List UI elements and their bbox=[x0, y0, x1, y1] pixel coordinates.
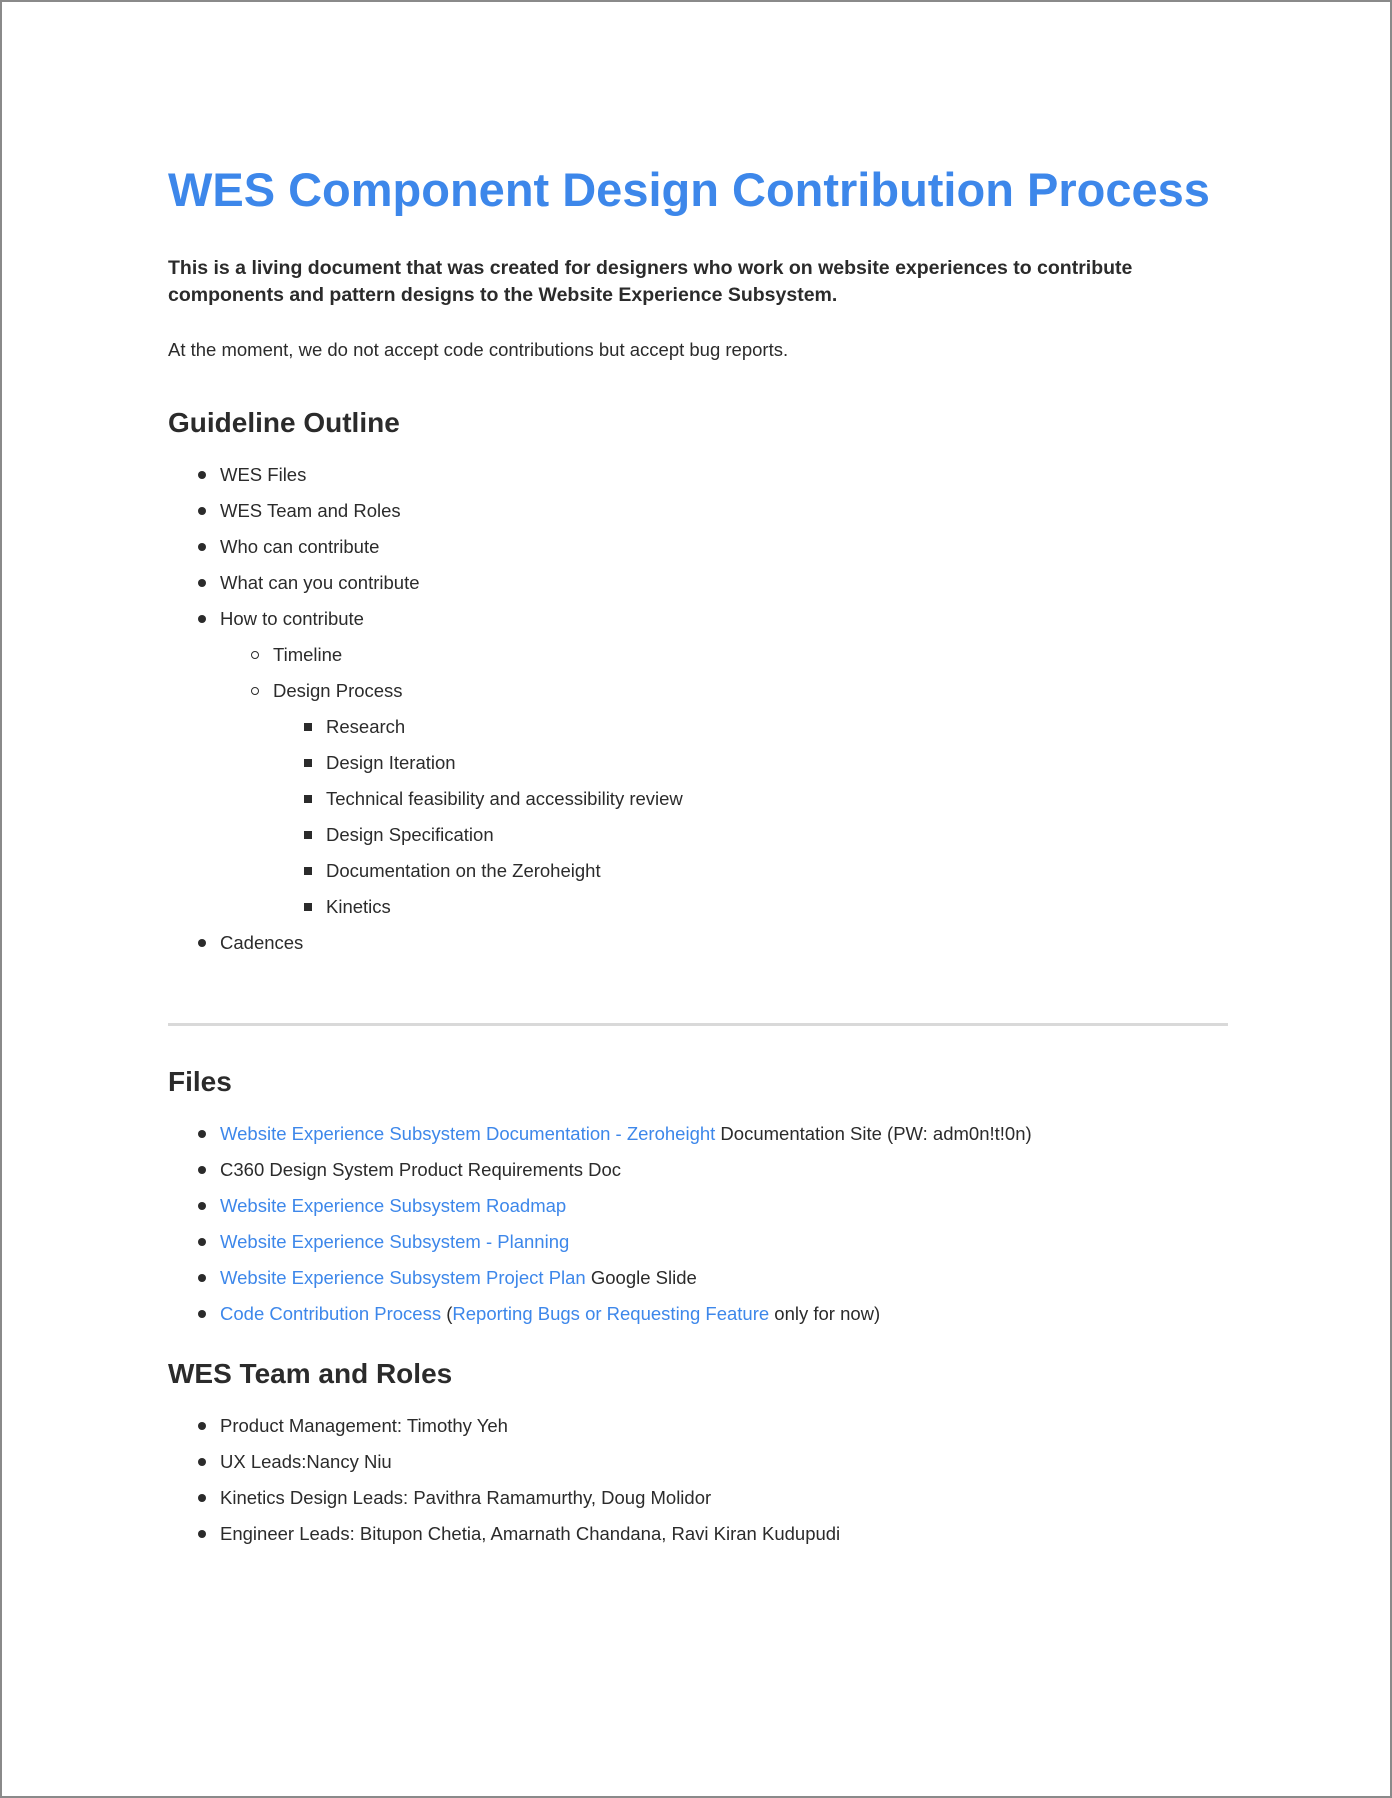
bullet-circle-icon bbox=[251, 687, 259, 695]
files-item-roadmap bbox=[168, 1188, 1228, 1224]
team-roles-list bbox=[168, 1408, 1228, 1552]
outline-subsubitem-tech-review bbox=[168, 781, 1228, 817]
outline-item-label: Who can contribute bbox=[220, 536, 380, 557]
files-item-label: C360 Design System Product Requirements Doc bbox=[220, 1159, 622, 1180]
bullet-disc-icon bbox=[198, 579, 206, 587]
guideline-outline-heading: Guideline Outline bbox=[168, 407, 400, 438]
team-item bbox=[168, 1516, 1228, 1552]
bullet-disc-icon bbox=[198, 939, 206, 947]
roadmap-link[interactable]: Website Experience Subsystem Roadmap bbox=[220, 1195, 567, 1216]
bullet-square-icon bbox=[304, 723, 312, 731]
bullet-square-icon bbox=[304, 903, 312, 911]
page-title: WES Component Design Contribution Process bbox=[168, 163, 1210, 216]
note-paragraph: At the moment, we do not accept code contributions but accept bug reports. bbox=[168, 339, 789, 360]
project-plan-link[interactable]: Website Experience Subsystem Project Plan bbox=[220, 1267, 586, 1288]
outline-item-team-roles bbox=[168, 493, 1228, 529]
files-item-prd bbox=[168, 1152, 1228, 1188]
team-item-label: Engineer Leads: Bitupon Chetia, Amarnath Chandana, Ravi Kiran Kudupudi bbox=[220, 1523, 841, 1544]
outline-item-label: Timeline bbox=[273, 644, 343, 665]
files-item-suffix: Documentation Site (PW: adm0n!t!0n) bbox=[715, 1123, 1032, 1144]
bullet-disc-icon bbox=[198, 1274, 206, 1282]
bullet-disc-icon bbox=[198, 1458, 206, 1466]
bullet-disc-icon bbox=[198, 543, 206, 551]
intro-paragraph: This is a living document that was created for designers who work on website experiences to contribute components and pattern designs to the Website Experience Subsystem. bbox=[168, 257, 1133, 306]
outline-item-label: How to contribute bbox=[220, 608, 364, 629]
team-item-label: Kinetics Design Leads: Pavithra Ramamurthy, Doug Molidor bbox=[220, 1487, 712, 1508]
bullet-disc-icon bbox=[198, 1530, 206, 1538]
bullet-disc-icon bbox=[198, 1202, 206, 1210]
outline-item-label: Kinetics bbox=[326, 896, 391, 917]
bullet-disc-icon bbox=[198, 1130, 206, 1138]
bullet-square-icon bbox=[304, 831, 312, 839]
bullet-disc-icon bbox=[198, 507, 206, 515]
outline-item-label: Documentation on the Zeroheight bbox=[326, 860, 601, 881]
bullet-disc-icon bbox=[198, 1494, 206, 1502]
bullet-disc-icon bbox=[198, 1166, 206, 1174]
bullet-disc-icon bbox=[198, 1238, 206, 1246]
files-item-suffix: Google Slide bbox=[585, 1267, 697, 1288]
outline-item-label: Research bbox=[326, 716, 406, 737]
bullet-disc-icon bbox=[198, 1422, 206, 1430]
bullet-square-icon bbox=[304, 867, 312, 875]
files-item-planning bbox=[168, 1224, 1228, 1260]
outline-subsubitem-design-iteration bbox=[168, 745, 1228, 781]
bullet-disc-icon bbox=[198, 1310, 206, 1318]
outline-item-label: Design Process bbox=[273, 680, 403, 701]
guideline-outline-list bbox=[168, 457, 1228, 961]
outline-subitem-design-process bbox=[168, 673, 1228, 709]
outline-item-who bbox=[168, 529, 1228, 565]
outline-item-label: Design Iteration bbox=[326, 752, 456, 773]
outline-item-what bbox=[168, 565, 1228, 601]
bullet-square-icon bbox=[304, 759, 312, 767]
outline-subsubitem-research bbox=[168, 709, 1228, 745]
outline-item-label: WES Files bbox=[220, 464, 307, 485]
document-content bbox=[168, 159, 1228, 1552]
team-item-label: Product Management: Timothy Yeh bbox=[220, 1415, 508, 1436]
bullet-disc-icon bbox=[198, 471, 206, 479]
outline-subsubitem-documentation bbox=[168, 853, 1228, 889]
zeroheight-docs-link[interactable]: Website Experience Subsystem Documentation - Zeroheight bbox=[220, 1123, 716, 1144]
team-item bbox=[168, 1480, 1228, 1516]
outline-item-cadences bbox=[168, 925, 1228, 961]
files-list bbox=[168, 1116, 1228, 1332]
outline-item-label: Design Specification bbox=[326, 824, 494, 845]
bullet-disc-icon bbox=[198, 615, 206, 623]
files-item-paren-close: only for now) bbox=[769, 1303, 881, 1324]
files-item-paren-open: ( bbox=[441, 1303, 453, 1324]
planning-link[interactable]: Website Experience Subsystem - Planning bbox=[220, 1231, 570, 1252]
outline-item-label: What can you contribute bbox=[220, 572, 420, 593]
bullet-square-icon bbox=[304, 795, 312, 803]
outline-item-label: Cadences bbox=[220, 932, 304, 953]
files-item-zeroheight bbox=[168, 1116, 1228, 1152]
team-item bbox=[168, 1444, 1228, 1480]
bullet-circle-icon bbox=[251, 651, 259, 659]
outline-item-label: WES Team and Roles bbox=[220, 500, 401, 521]
team-item-label: UX Leads:Nancy Niu bbox=[220, 1451, 392, 1472]
code-contribution-link[interactable]: Code Contribution Process bbox=[220, 1303, 442, 1324]
outline-subsubitem-kinetics bbox=[168, 889, 1228, 925]
team-item bbox=[168, 1408, 1228, 1444]
section-divider bbox=[168, 1023, 1228, 1026]
reporting-bugs-link[interactable]: Reporting Bugs or Requesting Feature bbox=[452, 1303, 770, 1324]
outline-subsubitem-design-spec bbox=[168, 817, 1228, 853]
files-item-project-plan bbox=[168, 1260, 1228, 1296]
files-heading: Files bbox=[168, 1066, 232, 1097]
outline-subitem-timeline bbox=[168, 637, 1228, 673]
outline-item-label: Technical feasibility and accessibility review bbox=[326, 788, 683, 809]
outline-item-how bbox=[168, 601, 1228, 637]
outline-item-wes-files bbox=[168, 457, 1228, 493]
team-roles-heading: WES Team and Roles bbox=[168, 1358, 453, 1389]
files-item-code-contribution bbox=[168, 1296, 1228, 1332]
